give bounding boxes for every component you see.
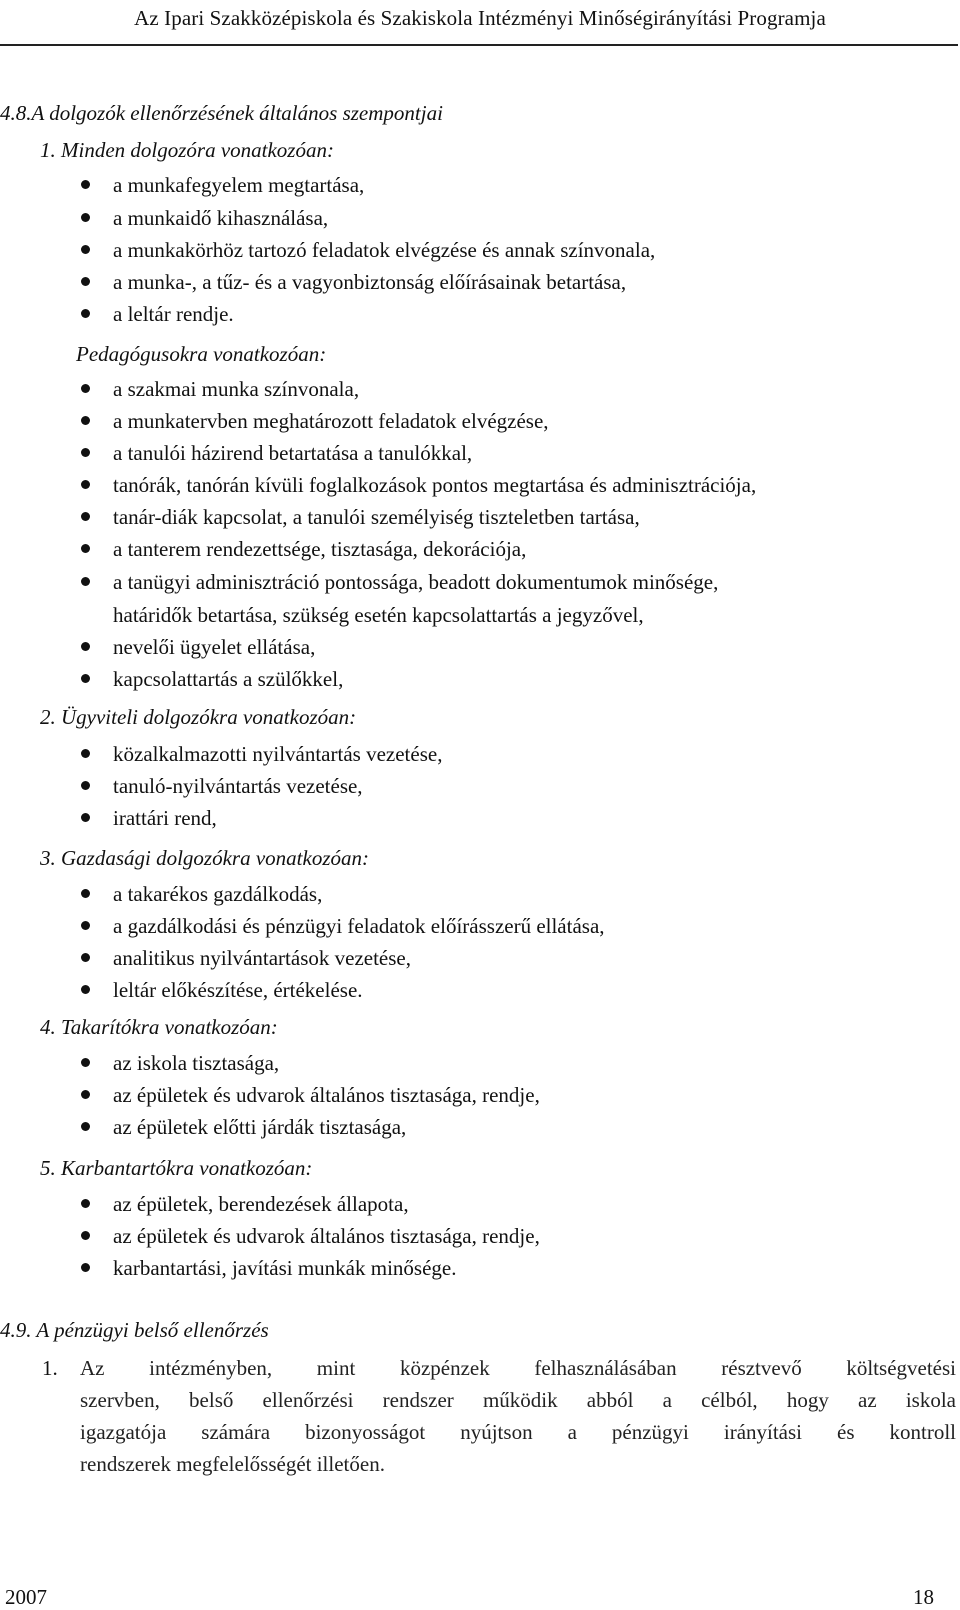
list-item: a munkakörhöz tartozó feladatok elvégzése és annak színvonala, [113, 238, 656, 262]
list-item: analitikus nyilvántartások vezetése, [113, 946, 411, 970]
group-title-2: 2. Ügyviteli dolgozókra vonatkozóan: [40, 705, 357, 729]
list-item: az iskola tisztasága, [113, 1051, 280, 1075]
list-item: a tanügyi adminisztráció pontossága, beadott dokumentumok minősége, [113, 570, 719, 594]
paragraph-line: igazgatója számára bizonyosságot nyújtson a pénzügyi irányítási és kontroll [80, 1420, 956, 1444]
list-item: a szakmai munka színvonala, [113, 377, 360, 401]
list-item: karbantartási, javítási munkák minősége. [113, 1256, 457, 1280]
bullet-icon [81, 1090, 90, 1099]
bullet-icon [81, 889, 90, 898]
list-item: a takarékos gazdálkodás, [113, 882, 323, 906]
bullet-icon [81, 512, 90, 521]
bullet-icon [81, 1058, 90, 1067]
bullet-icon [81, 642, 90, 651]
bullet-icon [81, 1231, 90, 1240]
bullet-icon [81, 577, 90, 586]
section-heading-4-8: 4.8.A dolgozók ellenőrzésének általános szempontjai [0, 101, 443, 125]
paragraph-body [80, 1352, 956, 1480]
list-item: tanórák, tanórán kívüli foglalkozások pontos megtartása és adminisztrációja, [113, 473, 757, 497]
bullet-icon [81, 544, 90, 553]
bullet-icon [81, 781, 90, 790]
list-item: a gazdálkodási és pénzügyi feladatok előírásszerű ellátása, [113, 914, 605, 938]
bullet-icon [81, 674, 90, 683]
header-divider [0, 44, 958, 46]
bullet-icon [81, 813, 90, 822]
bullet-icon [81, 985, 90, 994]
list-item: az épületek és udvarok általános tisztasága, rendje, [113, 1083, 540, 1107]
list-item: az épületek és udvarok általános tisztasága, rendje, [113, 1224, 540, 1248]
page-number: 18 [913, 1585, 934, 1609]
list-item: a munkaidő kihasználása, [113, 206, 329, 230]
bullet-icon [81, 1122, 90, 1131]
list-item-continuation: határidők betartása, szükség esetén kapcsolattartás a jegyzővel, [113, 603, 644, 627]
list-item: tanuló-nyilvántartás vezetése, [113, 774, 363, 798]
group-title-pedagogus: Pedagógusokra vonatkozóan: [76, 342, 327, 366]
bullet-icon [81, 309, 90, 318]
list-item: kapcsolattartás a szülőkkel, [113, 667, 344, 691]
list-item: nevelői ügyelet ellátása, [113, 635, 316, 659]
list-item: tanár-diák kapcsolat, a tanulói személyiség tiszteletben tartása, [113, 505, 640, 529]
paragraph-line: szervben, belső ellenőrzési rendszer működik abból a célból, hogy az iskola [80, 1388, 956, 1412]
bullet-icon [81, 1263, 90, 1272]
list-item: irattári rend, [113, 806, 217, 830]
bullet-icon [81, 213, 90, 222]
list-item: a tanulói házirend betartatása a tanulókkal, [113, 441, 473, 465]
footer-year: 2007 [5, 1585, 47, 1609]
group-title-1: 1. Minden dolgozóra vonatkozóan: [40, 138, 334, 162]
list-item: a tanterem rendezettsége, tisztasága, dekorációja, [113, 537, 527, 561]
paragraph-line: Az intézményben, mint közpénzek felhasználásában résztvevő költségvetési [80, 1356, 956, 1380]
bullet-icon [81, 416, 90, 425]
list-item: a leltár rendje. [113, 302, 234, 326]
bullet-icon [81, 1199, 90, 1208]
bullet-icon [81, 277, 90, 286]
bullet-icon [81, 953, 90, 962]
group-title-4: 4. Takarítókra vonatkozóan: [40, 1015, 278, 1039]
bullet-icon [81, 480, 90, 489]
group-title-3: 3. Gazdasági dolgozókra vonatkozóan: [40, 846, 369, 870]
list-item: az épületek előtti járdák tisztasága, [113, 1115, 407, 1139]
paragraph-number: 1. [42, 1356, 58, 1380]
list-item: leltár előkészítése, értékelése. [113, 978, 363, 1002]
bullet-icon [81, 921, 90, 930]
bullet-icon [81, 448, 90, 457]
group-title-5: 5. Karbantartókra vonatkozóan: [40, 1156, 313, 1180]
running-header: Az Ipari Szakközépiskola és Szakiskola Intézményi Minőségirányítási Programja [134, 6, 826, 30]
list-item: a munkafegyelem megtartása, [113, 173, 365, 197]
list-item: közalkalmazotti nyilvántartás vezetése, [113, 742, 443, 766]
list-item: a munkatervben meghatározott feladatok elvégzése, [113, 409, 549, 433]
paragraph-line: rendszerek megfelelősségét illetően. [80, 1452, 385, 1476]
bullet-icon [81, 245, 90, 254]
list-item: az épületek, berendezések állapota, [113, 1192, 409, 1216]
bullet-icon [81, 384, 90, 393]
bullet-icon [81, 749, 90, 758]
section-heading-4-9: 4.9. A pénzügyi belső ellenőrzés [0, 1318, 269, 1342]
list-item: a munka-, a tűz- és a vagyonbiztonság előírásainak betartása, [113, 270, 627, 294]
bullet-icon [81, 180, 90, 189]
